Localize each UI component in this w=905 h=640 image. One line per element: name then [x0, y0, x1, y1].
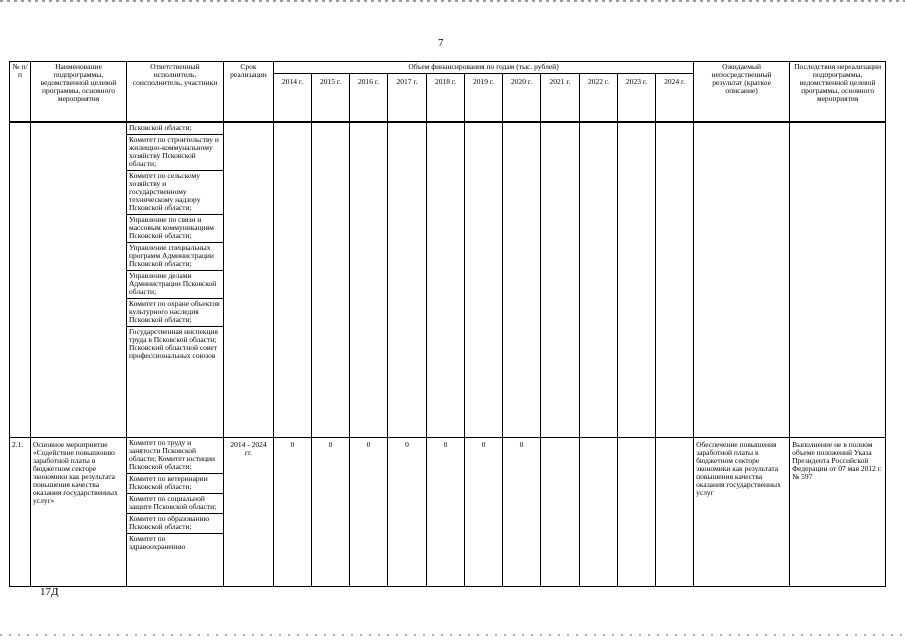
- responsible-list: [127, 438, 224, 587]
- funding-value: [541, 438, 580, 587]
- funding-value: 0: [350, 438, 388, 587]
- responsible-item: Комитет по ветеринарии Псковской области;: [127, 474, 223, 494]
- header-consequences: Последствия нереализации подпрограммы, ведомственной целевой программы, основного мероприятия: [790, 62, 886, 122]
- funding-value: 0: [312, 438, 350, 587]
- responsible-list: [127, 123, 224, 438]
- header-year: 2015 г.: [312, 74, 350, 122]
- row-term: 2014 - 2024 гг.: [224, 438, 274, 587]
- page-number: 7: [438, 37, 444, 49]
- responsible-item: Государственная инспекция труда в Псковской области; Псковский областной совет профессиональных союзов: [129, 327, 218, 360]
- footer-code: 17Д: [40, 586, 59, 598]
- header-result: Ожидаемый непосредственный результат (краткое описание): [694, 62, 790, 122]
- header-term: Срок реализации: [224, 62, 274, 122]
- header-num: № п/п: [10, 62, 31, 122]
- header-year: 2014 г.: [274, 74, 312, 122]
- row-consequences: Выполнение не в полном объеме положений Указа Президента Российской Федерации от 07 мая 2012 г. № 597: [790, 438, 886, 587]
- funding-table: [9, 61, 886, 587]
- row-result: Обеспечение повышения заработной платы в бюджетном секторе экономики как результата повышения качества оказания государственных услуг: [694, 438, 790, 587]
- header-responsible: Ответственный исполнитель, соисполнитель, участники: [127, 62, 224, 122]
- row-number: 2.1.: [10, 438, 31, 587]
- scan-edge-top: [0, 0, 905, 2]
- funding-value: [580, 438, 618, 587]
- header-year: 2018 г.: [427, 74, 465, 122]
- header-year: 2022 г.: [580, 74, 618, 122]
- table-row: [10, 438, 886, 587]
- header-year: 2019 г.: [465, 74, 503, 122]
- responsible-item: Управление специальных программ Администрации Псковской области;: [127, 243, 223, 271]
- header-year: 2024 г.: [656, 74, 694, 122]
- funding-value: [618, 438, 656, 587]
- header-funding: Объем финансирования по годам (тыс. рублей): [274, 62, 694, 74]
- responsible-item: Псковской области;: [127, 123, 223, 135]
- header-year: 2023 г.: [618, 74, 656, 122]
- responsible-item: Комитет по труду и занятости Псковской области; Комитет юстиции Псковской области;: [127, 438, 223, 474]
- funding-value: 0: [503, 438, 541, 587]
- responsible-item: Комитет по охране объектов культурного наследия Псковской области;: [127, 299, 223, 327]
- scan-edge-bottom: [0, 634, 905, 636]
- header-name: Наименование подпрограммы, ведомственной целевой программы, основного мероприятия: [31, 62, 127, 122]
- funding-value: [656, 438, 694, 587]
- responsible-item: Управление по связи и массовым коммуникациям Псковской области;: [127, 215, 223, 243]
- row-name: Основное мероприятие «Содействие повышению заработной платы в бюджетном секторе экономики как результата повышения качества оказания государственных услуг»: [31, 438, 127, 587]
- header-year: 2021 г.: [541, 74, 580, 122]
- funding-value: 0: [427, 438, 465, 587]
- header-year: 2017 г.: [388, 74, 427, 122]
- funding-value: 0: [388, 438, 427, 587]
- table-row-continuation: [10, 123, 886, 438]
- responsible-item: Комитет по здравоохранению: [129, 534, 186, 551]
- funding-value: 0: [274, 438, 312, 587]
- responsible-item: Комитет по строительству и жилищно-коммунальному хозяйству Псковской области;: [127, 135, 223, 171]
- responsible-item: Комитет по социальной защите Псковской области;: [127, 494, 223, 514]
- responsible-item: Комитет по сельскому хозяйству и государственному техническому надзору Псковской области;: [127, 171, 223, 215]
- responsible-item: Комитет по образованию Псковской области;: [127, 514, 223, 534]
- header-year: 2020 г.: [503, 74, 541, 122]
- responsible-item: Управление делами Администрации Псковской области;: [127, 271, 223, 299]
- funding-value: 0: [465, 438, 503, 587]
- header-year: 2016 г.: [350, 74, 388, 122]
